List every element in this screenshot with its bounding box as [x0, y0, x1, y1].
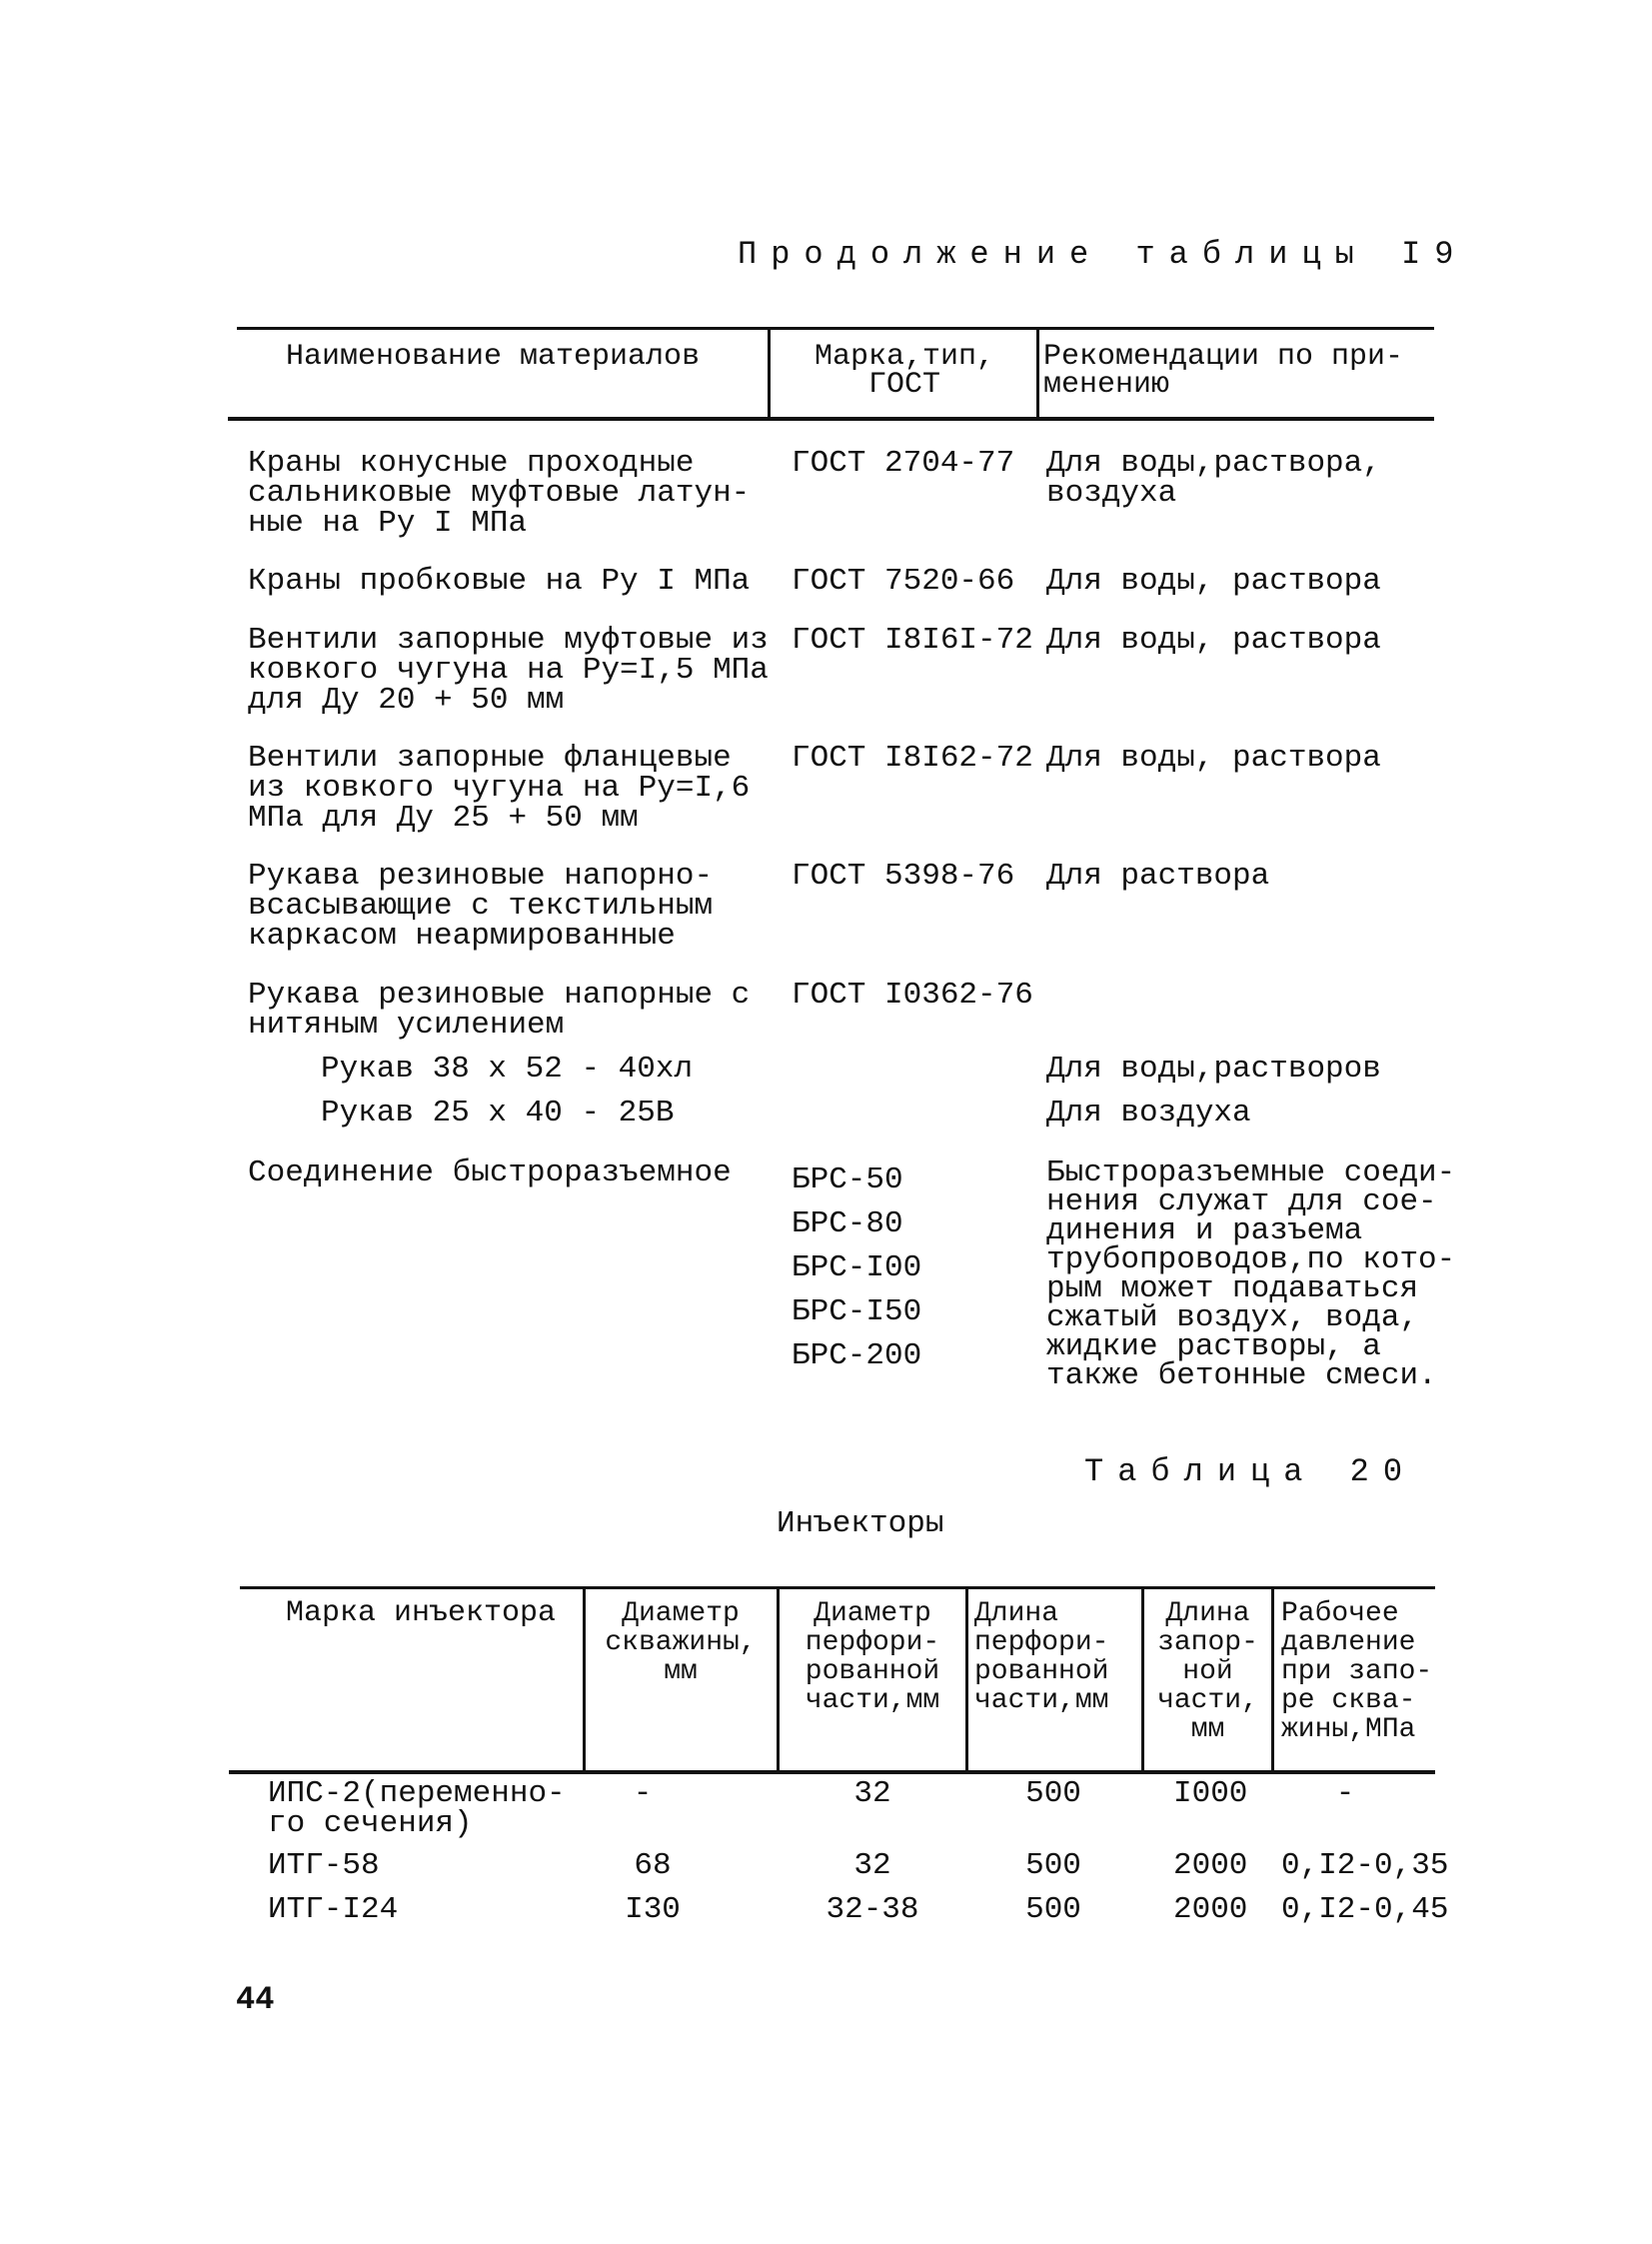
table19-row-name: Рукава резиновые напорные с нитяным усилением — [248, 978, 751, 1043]
table20-header-brand: Марка инъектора — [286, 1596, 557, 1630]
table20-header-perforated-diameter: Диаметр перфори- рованной части,мм — [805, 1598, 940, 1716]
table20-header-rule — [229, 1770, 1435, 1774]
table20-row-pressure: 0,I2-0,45 — [1281, 1892, 1449, 1927]
table19-row-recommend: Быстроразъемные соеди- нения служат для сое- динения и разъема трубопроводов,по кото- рым может подаваться сжатый воздух, вода, жидкие растворы, а также бетонные смеси. — [1046, 1155, 1456, 1393]
table19-continuation-title: Продолжение таблицы I9 — [738, 236, 1468, 273]
table19-row-brand: ГОСТ 5398-76 — [792, 859, 1015, 894]
table20-title: Инъекторы — [777, 1506, 944, 1541]
table20-row-brand: ИТГ-I24 — [268, 1892, 399, 1927]
table19-row-name: Рукава резиновые напорно- всасывающие с текстильным каркасом неармированные — [248, 859, 714, 954]
table19-header-name: Наименование материалов — [286, 340, 701, 374]
table19-row-recommend: Для воды, раствора — [1046, 564, 1381, 599]
table19-col-divider-1 — [768, 327, 771, 420]
table20-header-well-diameter: Диаметр скважины, мм — [605, 1598, 757, 1687]
table19-row-name: Краны конусные проходные сальниковые муфтовые латун- ные на Ру I МПа — [248, 446, 751, 541]
table20-row-perforated-diameter: 32 — [853, 1776, 891, 1811]
table19-top-rule — [237, 327, 1434, 330]
table19-header-recommend: Рекомендации по при- менению — [1043, 340, 1404, 402]
table20-row-perforated-diameter: 32-38 — [826, 1892, 919, 1927]
table19-row-name: Вентили запорные муфтовые из ковкого чугуна на Ру=I,5 МПа для Ду 20 + 50 мм — [248, 623, 769, 718]
table19-row-recommend: Для воды, раствора — [1046, 741, 1381, 776]
table19-row-recommend: Для воды,раствора, воздуха — [1046, 446, 1381, 511]
table20-header-perforated-length: Длина перфори- рованной части,мм — [974, 1598, 1109, 1716]
table20-row-brand: ИПС-2(переменно- го сечения) — [268, 1776, 566, 1841]
table20-top-rule — [240, 1586, 1435, 1589]
table19-row-recommend: Для воды, раствора — [1046, 623, 1381, 658]
table19-row-brand: БРС-50 БРС-80 БРС-I00 БРС-I50 БРС-200 — [792, 1162, 922, 1373]
table20-col-divider-4 — [1141, 1586, 1144, 1771]
page-number: 44 — [236, 1981, 275, 2018]
table19-row-brand: ГОСТ I8I6I-72 — [792, 623, 1033, 658]
table19-col-divider-2 — [1036, 327, 1039, 420]
table20-row-locking-length: 2000 — [1173, 1892, 1248, 1927]
table20-row-pressure: 0,I2-0,35 — [1281, 1848, 1449, 1883]
table19-row-brand: ГОСТ 7520-66 — [792, 564, 1015, 599]
table19-row-name: Вентили запорные фланцевые из ковкого чугуна на Ру=I,6 МПа для Ду 25 + 50 мм — [248, 741, 751, 836]
table20-row-well-diameter: I30 — [625, 1892, 681, 1927]
table20-col-divider-5 — [1271, 1586, 1274, 1771]
table19-row-name: Краны пробковые на Ру I МПа — [248, 564, 751, 599]
table19-row-brand: ГОСТ 2704-77 — [792, 446, 1015, 481]
table19-header-brand: Марка,тип, ГОСТ — [814, 340, 995, 402]
table20-row-perforated-diameter: 32 — [853, 1848, 891, 1883]
table20-row-perforated-length: 500 — [1025, 1776, 1081, 1811]
table19-row-name: Рукав 25 х 40 - 25В — [321, 1096, 675, 1130]
table20-col-divider-1 — [583, 1586, 586, 1771]
table20-row-locking-length: I000 — [1173, 1776, 1248, 1811]
table19-row-brand: ГОСТ I8I62-72 — [792, 741, 1033, 776]
table20-col-divider-2 — [777, 1586, 780, 1771]
table20-col-divider-3 — [965, 1586, 968, 1771]
table20-header-locking-length: Длина запор- ной части, мм — [1157, 1598, 1258, 1745]
table19-row-brand: ГОСТ I0362-76 — [792, 978, 1033, 1013]
table20-row-perforated-length: 500 — [1025, 1892, 1081, 1927]
table19-row-recommend: Для воды,растворов — [1046, 1052, 1381, 1087]
table19-row-name: Соединение быстроразъемное — [248, 1155, 732, 1190]
table20-row-well-diameter: - — [633, 1776, 653, 1811]
table19-row-name: Рукав 38 х 52 - 40хл — [321, 1052, 694, 1087]
table19-row-recommend: Для раствора — [1046, 859, 1270, 894]
table20-row-locking-length: 2000 — [1173, 1848, 1248, 1883]
table20-row-perforated-length: 500 — [1025, 1848, 1081, 1883]
table19-header-rule — [228, 417, 1434, 421]
table19-row-recommend: Для воздуха — [1046, 1096, 1251, 1130]
table20-row-pressure: - — [1335, 1776, 1355, 1811]
table20-row-well-diameter: 68 — [634, 1848, 672, 1883]
table20-row-brand: ИТГ-58 — [268, 1848, 380, 1883]
table20-label: Таблица 20 — [1084, 1453, 1417, 1490]
table20-header-pressure: Рабочее давление при запо- ре сква- жины,МПа — [1281, 1598, 1433, 1745]
